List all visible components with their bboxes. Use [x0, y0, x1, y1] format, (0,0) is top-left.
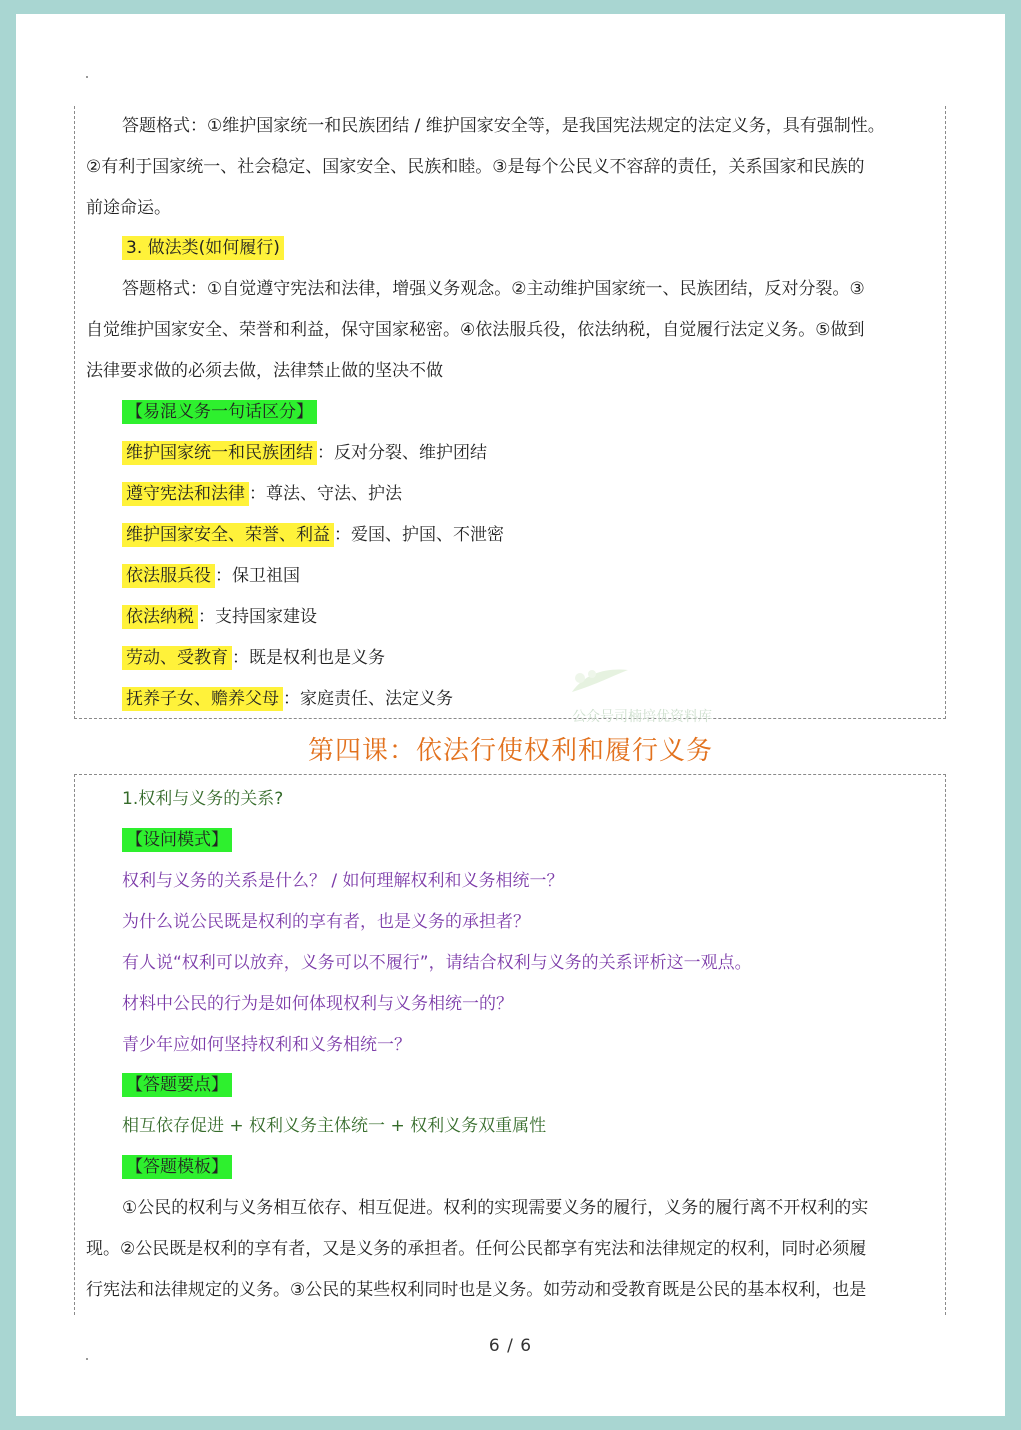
key-points: 相互依存促进 + 权利义务主体统一 + 权利义务双重属性: [122, 1116, 547, 1136]
duty-term: 劳动、受教育: [122, 646, 232, 670]
subsection-title-text: 3. 做法类(如何履行): [122, 236, 284, 260]
duty-item: [122, 605, 317, 629]
question-item: 青少年应如何坚持权利和义务相统一？: [122, 1035, 411, 1055]
answer-format-line: 自觉维护国家安全、荣誉和利益，保守国家秘密。④依法服兵役，依法纳税，自觉履行法定义务。⑤做到: [86, 320, 865, 340]
lesson-heading: 第四课：依法行使权利和履行义务: [307, 736, 713, 766]
key-tag: [122, 1073, 232, 1097]
answer-format-line: 法律要求做的必须去做，法律禁止做的坚决不做: [86, 361, 443, 381]
duty-term: 依法服兵役: [122, 564, 215, 588]
watermark-text: 公众号司楠培优资料库: [572, 709, 712, 725]
duty-term: 维护国家安全、荣誉、利益: [122, 523, 334, 547]
template-tag: [122, 1155, 232, 1179]
question-item: 材料中公民的行为是如何体现权利与义务相统一的？: [122, 994, 513, 1014]
template-line: ①公民的权利与义务相互依存、相互促进。权利的实现需要义务的履行，义务的履行离不开权利的实: [122, 1198, 869, 1218]
question-title: 1.权利与义务的关系?: [122, 789, 284, 809]
question-item: 有人说“权利可以放弃，义务可以不履行”，请结合权利与义务的关系评析这一观点。: [122, 953, 752, 973]
page-number: 6 / 6: [488, 1336, 533, 1356]
ask-tag-text: 【设问模式】: [122, 828, 232, 852]
ask-tag: [122, 828, 232, 852]
key-tag-text: 【答题要点】: [122, 1073, 232, 1097]
scan-dot: [86, 1358, 88, 1360]
duty-term: 依法纳税: [122, 605, 198, 629]
answer-format-line: ②有利于国家统一、社会稳定、国家安全、民族和睦。③是每个公民义不容辞的责任，关系国家和民族的: [86, 157, 865, 177]
duty-desc: ：家庭责任、法定义务: [283, 689, 453, 709]
duty-term: 遵守宪法和法律: [122, 482, 249, 506]
template-line: 行宪法和法律规定的义务。③公民的某些权利同时也是义务。如劳动和受教育既是公民的基本权利，也是: [86, 1280, 867, 1300]
answer-format-line: 答题格式：①自觉遵守宪法和法律，增强义务观念。②主动维护国家统一、民族团结，反对分裂。③: [122, 279, 865, 299]
template-line: 现。②公民既是权利的享有者，又是义务的承担者。任何公民都享有宪法和法律规定的权利，同时必须履: [86, 1239, 867, 1259]
watermark-leaf-icon: [568, 666, 632, 696]
template-tag-text: 【答题模板】: [122, 1155, 232, 1179]
duty-item: [122, 687, 453, 711]
answer-format-line: 前途命运。: [86, 198, 171, 218]
duty-desc: ：既是权利也是义务: [232, 648, 385, 668]
question-item: 权利与义务的关系是什么？ / 如何理解权利和义务相统一？: [122, 871, 564, 891]
duty-term: 维护国家统一和民族团结: [122, 441, 317, 465]
duty-desc: ：支持国家建设: [198, 607, 317, 627]
duty-desc: ：保卫祖国: [215, 566, 300, 586]
answer-format-line: 答题格式：①维护国家统一和民族团结 / 维护国家安全等，是我国宪法规定的法定义务，具有强制性。: [122, 116, 885, 136]
duty-desc: ：反对分裂、维护团结: [317, 443, 487, 463]
duty-item: [122, 646, 385, 670]
scan-dot: [86, 76, 88, 78]
duty-item: [122, 523, 504, 547]
confuse-tag-text: 【易混义务一句话区分】: [122, 400, 317, 424]
duty-item: [122, 482, 402, 506]
duty-term: 抚养子女、赡养父母: [122, 687, 283, 711]
question-item: 为什么说公民既是权利的享有者，也是义务的承担者？: [122, 912, 530, 932]
subsection-title: [122, 236, 284, 260]
duty-item: [122, 441, 487, 465]
duty-desc: ：尊法、守法、护法: [249, 484, 402, 504]
confuse-tag: [122, 400, 317, 424]
document-page: [16, 14, 1005, 1416]
duty-item: [122, 564, 300, 588]
duty-desc: ：爱国、护国、不泄密: [334, 525, 504, 545]
